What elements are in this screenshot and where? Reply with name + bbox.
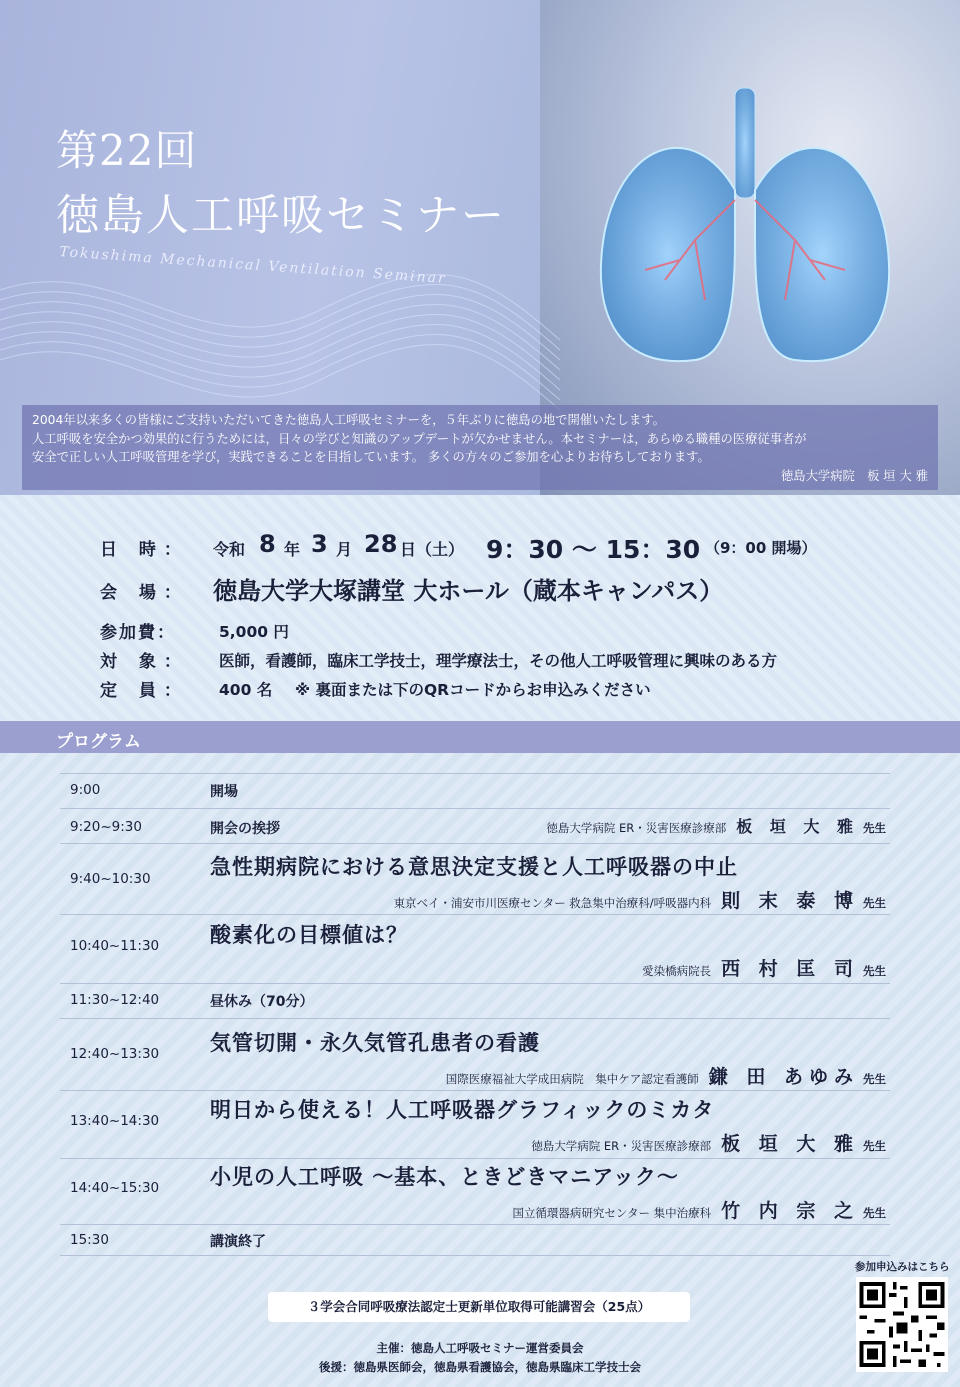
date-open: （9：00 開場） [705, 539, 817, 557]
program-time: 12:40~13:30 [70, 1046, 160, 1062]
registration-qr-code[interactable] [856, 1277, 948, 1372]
hero-banner [0, 0, 960, 495]
target-value: 医師，看護師，臨床工学技士，理学療法士，その他人工呼吸管理に興味のある方 [219, 652, 778, 670]
program-time: 9:40~10:30 [70, 871, 151, 887]
divider [60, 843, 890, 844]
speaker-affiliation: 東京ベイ・浦安市川医療センター 救急集中治療科/呼吸器内科 [393, 896, 712, 910]
program-title: 講演終了 [210, 1234, 266, 1250]
program-title: 小児の人工呼吸 〜基本、ときどきマニアック〜 [210, 1165, 679, 1189]
speaker-affiliation: 国立循環器病研究センター 集中治療科 [512, 1206, 712, 1220]
speaker-honorific: 先生 [863, 1206, 886, 1220]
divider [60, 773, 890, 774]
speaker-affiliation: 徳島大学病院 ER・災害医療診療部 [531, 1139, 712, 1153]
program-time: 11:30~12:40 [70, 992, 160, 1008]
divider [60, 1255, 890, 1256]
divider [60, 1090, 890, 1091]
intro-line: 人工呼吸を安全かつ効果的に行うためには，日々の学びと知識のアップデートが欠かせません。本セミナーは，あらゆる職種の医療従事者が [32, 431, 807, 446]
fee-label: 参加費： [100, 623, 176, 643]
date-year-unit: 年 [284, 540, 301, 559]
date-month-unit: 月 [336, 540, 353, 559]
divider [60, 1018, 890, 1019]
title-main: 徳島人工呼吸セミナー [56, 191, 506, 241]
title-edition: 第22回 [56, 126, 198, 175]
program-title: 開会の挨拶 [210, 821, 280, 837]
venue-value: 徳島大学大塚講堂 大ホール（蔵本キャンパス） [213, 577, 724, 605]
date-year: 8 [259, 530, 276, 558]
date-era: 令和 [213, 540, 246, 559]
speaker-affiliation: 愛染橋病院長 [642, 964, 712, 978]
divider [60, 914, 890, 915]
speaker-honorific: 先生 [863, 964, 886, 978]
speaker [546, 814, 886, 837]
program-time: 10:40~11:30 [70, 938, 160, 954]
qr-label: 参加申込みはこちら [855, 1261, 950, 1273]
program-title: 酸素化の目標値は？ [210, 923, 408, 947]
speaker-honorific: 先生 [863, 1072, 886, 1086]
capacity-label: 定 員： [100, 681, 189, 701]
target-label: 対 象： [100, 652, 189, 672]
speaker-name: 板 垣 大 雅 [721, 1133, 859, 1155]
date-day: 28 [364, 530, 398, 558]
event-info [0, 495, 960, 720]
divider [60, 983, 890, 984]
speaker-name: 鎌 田 あゆみ [708, 1066, 859, 1088]
lungs-illustration [585, 80, 905, 380]
program-title: 明日から使える！人工呼吸器グラフィックのミカタ [210, 1098, 715, 1122]
program-time: 15:30 [70, 1232, 109, 1248]
program-time: 14:40~15:30 [70, 1180, 160, 1196]
speaker-name: 竹 内 宗 之 [721, 1200, 859, 1222]
program-header-label: プログラム [56, 732, 141, 752]
date-day-unit: 日（土） [400, 540, 465, 559]
speaker-name: 板 垣 大 雅 [736, 817, 859, 836]
divider [60, 808, 890, 809]
program-title: 開場 [210, 784, 238, 800]
title-english: Tokushima Mechanical Ventilation Seminar [58, 244, 448, 288]
speaker-affiliation: 国際医療福祉大学成田病院 集中ケア認定看護師 [445, 1072, 699, 1086]
date-month: 3 [311, 530, 328, 558]
credit-badge: ３学会合同呼吸療法認定士更新単位取得可能講習会（25点） [268, 1292, 690, 1322]
date-time: 9：30 〜 15：30 [486, 535, 701, 564]
program-title: 気管切開・永久気管孔患者の看護 [210, 1031, 540, 1055]
speaker [446, 1062, 886, 1089]
intro-message-box [22, 405, 938, 490]
intro-line: 安全で正しい人工呼吸管理を学び，実践できることを目指しています。 多くの方々のご参加を心よりお待ちしております。 [32, 450, 710, 464]
date-label: 日 時： [100, 540, 189, 560]
program-time: 9:20~9:30 [70, 819, 142, 835]
venue-label: 会 場： [100, 583, 189, 603]
speaker-name: 西 村 匡 司 [721, 958, 859, 980]
speaker-honorific: 先生 [863, 821, 886, 835]
speaker [394, 886, 886, 913]
speaker-affiliation: 徳島大学病院 ER・災害医療診療部 [546, 821, 727, 835]
program-time: 13:40~14:30 [70, 1113, 160, 1129]
divider [60, 1224, 890, 1225]
capacity-value: 400 名 [219, 681, 273, 699]
program-title: 急性期病院における意思決定支援と人工呼吸器の中止 [210, 855, 738, 879]
organizer: 主催：徳島人工呼吸セミナー運営委員会 [376, 1341, 584, 1355]
capacity-note: ※ 裏面または下のQRコードからお申込みください [295, 681, 651, 699]
divider [60, 1158, 890, 1159]
speaker-honorific: 先生 [863, 1139, 886, 1153]
intro-signature: 徳島大学病院 板 垣 大 雅 [781, 468, 928, 483]
intro-line: 2004年以来多くの皆様にご支持いただいてきた徳島人工呼吸セミナーを，５年ぶりに徳島の地で開催いたします。 [32, 413, 665, 427]
speaker [531, 1129, 886, 1156]
supporters: 後援：徳島県医師会，徳島県看護協会，徳島県臨床工学技士会 [319, 1360, 641, 1374]
speaker-name: 則 末 泰 博 [721, 890, 859, 912]
speaker [642, 954, 886, 981]
program-header [0, 721, 960, 753]
program-title: 昼休み（70分） [210, 994, 314, 1010]
speaker-honorific: 先生 [863, 896, 886, 910]
speaker [512, 1196, 886, 1223]
fee-value: 5,000 円 [219, 623, 289, 641]
program-time: 9:00 [70, 782, 101, 798]
